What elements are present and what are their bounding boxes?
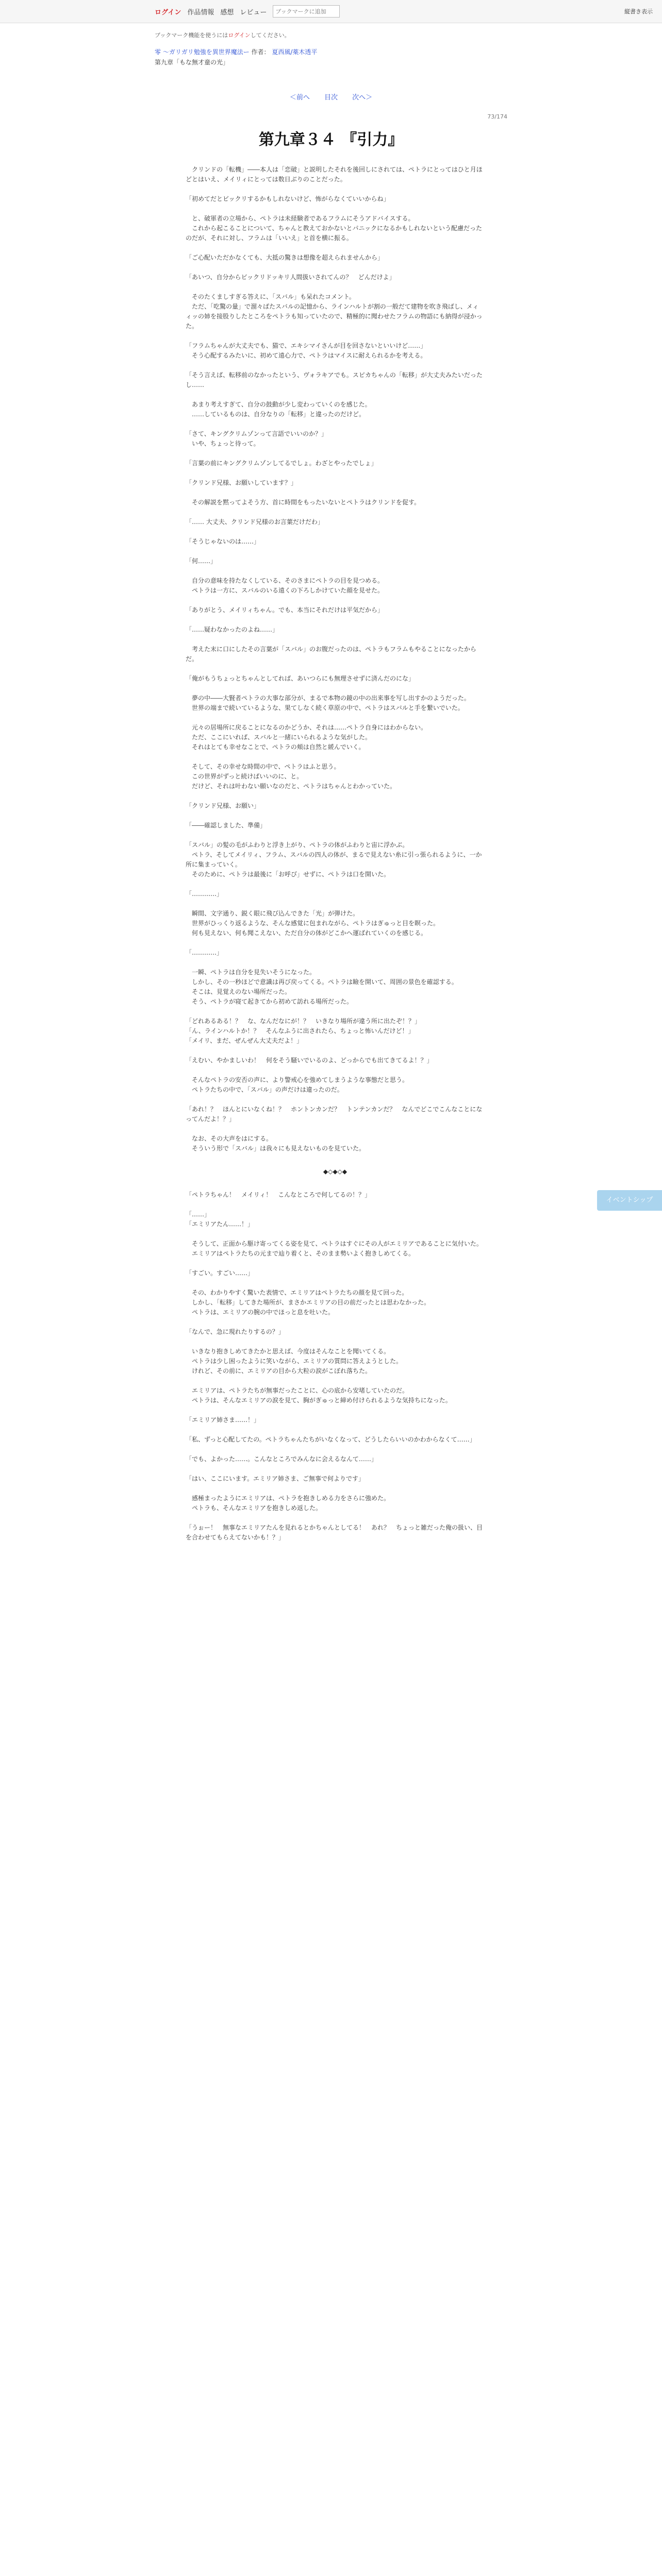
novel-paragraph: 感極まったようにエミリアは、ペトラを抱きしめる力をさらに強めた。 ペトラも、そんなエミリアを抱きしめ返した。 — [192, 1495, 390, 1512]
novel-paragraph: 「そう言えば、転移前のなかったという、ヴォラキアでも。スピカちゃんの「転移」が大丈夫みたいだったし…… — [186, 371, 483, 388]
novel-paragraph: 「何……」 — [186, 557, 217, 565]
novel-paragraph: 「あいつ、自分からビックリドッキリ人間扱いされてんの？ どんだけよ」 — [186, 274, 395, 281]
novel-paragraph: 「どれあるある！？ な、なんだなにが！？ いきなり場所が違う所に出たぞ！？」 「ん、ラインハルトか！？ そんなふうに出されたら、ちょっと怖いんだけど！」 「メイリ、まだ、ぜんぜん大丈夫だよ！」 — [186, 1018, 421, 1044]
novel-paragraph: 「うぉー！ 無事なエミリアたんを見れるとかちゃんとしてる！ あれ？ ちょっと雑だった俺の扱い、目を合わせてもらえてないかも！？」 — [186, 1524, 483, 1541]
novel-paragraph: 「……疑わなかったのよね……」 — [186, 626, 279, 633]
novel-paragraph: 「…… 大丈夫、クリンド兄様のお言葉だけだわ」 — [186, 518, 324, 526]
novel-paragraph: 「――確認しました、準備」 — [186, 822, 267, 829]
bookmark-input[interactable] — [273, 5, 340, 18]
novel-paragraph: 「私、ずっと心配してたの。ペトラちゃんたちがいなくなって、どうしたらいいのかわからなくて……」 — [186, 1436, 476, 1443]
chapter-title: 第九章３４ 『引力』 — [258, 131, 404, 149]
pager — [0, 92, 662, 101]
novel-paragraph: 「クリンド兄様、お願い」 — [186, 802, 260, 809]
novel-paragraph: 「ありがとう、メイリィちゃん。でも、本当にそれだけは平気だから」 — [186, 606, 384, 614]
novel-paragraph: その、わかりやすく驚いた表情で、エミリアはペトラたちの顔を見て回った。 しかし、「転移」してきた場所が、まさかエミリアの目の前だったとは思わなかった。 ペトラは、エミリアの腕の中でほっと息を吐いた。 — [192, 1289, 431, 1316]
vertical-display-link[interactable]: 縦書き表示 — [624, 8, 653, 15]
novel-paragraph: 元々の居場所に戻ることになるのかどうか、それは……ペトラ自身にはわからない。 ただ、ここにいれば、スバルと一緒にいられるような気がした。 それはとても幸せなことで、ペトラの頬は自然と緩んでいく。 — [192, 724, 427, 751]
novel-paragraph: と、破軍者の立場から、ペトラは未経験者であるフラムにそうアドバイスする。 これから起こることについて、ちゃんと教えておかないとパニックになるかもしれないという配慮だったのだが、それに対し、フラムは「いいえ」と首を横に振る。 — [186, 215, 483, 242]
novel-paragraph: ◆◇◆◇◆ — [323, 1168, 347, 1175]
author-label: 作者： — [251, 48, 270, 56]
novel-paragraph: 「なんで、急に現れたりするの？」 — [186, 1328, 285, 1335]
novel-paragraph: 考えた末に口にしたその言葉が「スバル」のお腹だったのは、ペトラもフラムもやることになったからだ。 — [186, 646, 476, 663]
novel-paragraph: 「あれ！？ ほんとにいなくね！？ ホントンカンだ？ トンテンカンだ？ なんでどこでこんなことになってんだよ！？」 — [186, 1106, 483, 1123]
prev-link[interactable]: ＜前へ — [289, 94, 310, 101]
novel-paragraph: 「でも、よかった……。こんなところでみんなに会えるなんて……」 — [186, 1455, 377, 1463]
novel-paragraph: 「すごい。すごい……」 — [186, 1269, 254, 1277]
login-link[interactable]: ログイン — [155, 8, 181, 16]
notice-post-text: してください。 — [250, 32, 290, 39]
toc-link[interactable]: 目次 — [324, 94, 338, 101]
chapter-subtitle: 第九章「もな無才童の光」 — [155, 59, 229, 66]
novel-paragraph: 瞬間、文字通り、鋭く眼に飛び込んできた「光」が弾けた。 世界がひっくり返るような、そんな感覚に包まれながら、ペトラはぎゅっと目を瞑った。 何も見えない、何も聞こえない、ただ自分の体がどこかへ運ばれていくのを感じる。 — [192, 910, 440, 937]
novel-paragraph: そして、その幸せな時間の中で、ペトラはふと思う。 この世界がずっと続けばいいのに、と。 だけど、それは叶わない願いなのだと、ペトラはちゃんとわかっていた。 — [192, 763, 396, 790]
novel-paragraph: 「…………」 — [186, 890, 223, 897]
novel-paragraph: 「クリンド兄様、お願いしています？」 — [186, 479, 297, 486]
bookmark-notice — [155, 31, 290, 39]
novel-paragraph: 「そうじゃないのは……」 — [186, 538, 260, 545]
novel-paragraph: そんなペトラの安否の声に、より警戒心を強めてしまうような事態だと思う。 ペトラたちの中で、「スバル」の声だけは違ったのだ。 — [192, 1076, 409, 1093]
novel-paragraph: 「初めてだとビックリするかもしれないけど、怖がらなくていいからね」 — [186, 195, 390, 202]
side-event-button[interactable]: イベントシップ — [597, 1190, 662, 1211]
novel-body — [186, 165, 485, 1552]
notice-login-link[interactable]: ログイン — [228, 32, 251, 39]
novel-paragraph: 一瞬、ペトラは自分を見失いそうになった。 しかし、その一秒ほどで意識は再び戻ってくる。ペトラは瞼を開いて、周囲の景色を確認する。 そこは、見覚えのない場所だった。 そう、ペトラが寝て起きてから初めて訪れる場所だった。 — [192, 969, 458, 1005]
novel-paragraph: そうして、正面から駆け寄ってくる姿を見て、ペトラはすぐにその人がエミリアであることに気付いた。 エミリアはペトラたちの元まで辿り着くと、そのまま勢いよく抱きしめてくる。 — [192, 1240, 483, 1257]
author-link[interactable]: 夏西風/薬木透平 — [272, 48, 318, 56]
novel-paragraph: その解説を黙ってよそう方、首に時間をもったいないとペトラはクリンドを促す。 — [186, 499, 421, 506]
novel-paragraph: 「俺がもうちょっとちゃんとしてれば、あいつらにも無理させずに済んだのにな」 — [186, 675, 415, 682]
novel-paragraph: そのたくましすぎる答えに、「スバル」も呆れたコメント。 ただ、「吃驚の量」で溜々ばたスバルの記憶から、ラインハルトが割の一般だて建物を吹き飛ばし、メィィッの姉を接股りしたところをペトラも知っていたので、精極的に聞わせたフラムの物語にも納得が浸かった。 — [186, 293, 483, 330]
next-link[interactable]: 次へ＞ — [352, 94, 373, 101]
novel-paragraph: 「…………」 — [186, 949, 223, 956]
novel-paragraph: エミリアは、ペトラたちが無事だったことに、心の底から安堵していたのだ。 ペトラは、そんなエミリアの涙を見て、胸がぎゅっと締め付けられるような気持ちになった。 — [192, 1387, 452, 1404]
novel-paragraph: 「ご心配いただかなくても、大抵の驚きは想像を超えられませんから」 — [186, 254, 384, 261]
novel-paragraph: 「えむい、やかましいわ！ 何をそう騒いでいるのよ、どっからでも出てきてるよ！？」 — [186, 1057, 433, 1064]
novel-paragraph: なお、その大声をはにする。 そういう形で「スバル」は我々にも見えないものを見ていた。 — [192, 1135, 366, 1152]
works-info-link[interactable]: 作品情報 — [187, 8, 214, 16]
novel-paragraph: クリンドの「転機」――本人は「恋破」と説明したそれを後回しにされては、ペトラにとってはひと月ほどとはいえ、メイリィにとっては数日ぶりのことだった。 — [186, 166, 483, 183]
novel-paragraph: 夢の中――大賢者ペトラの大事な部分が、まるで本物の鏡の中の出来事を写し出すかのようだった。 世界の端まで続いているような、果てしなく続く草原の中で、ペトラはスバルと手を繋いでいた。 — [192, 694, 470, 711]
novel-paragraph: 「スバル」の髪の毛がふわりと浮き上がり、ペトラの体がふわりと宙に浮かぶ。 ペトラ、そしてメイリィ、フラム、スバルの四人の体が、まるで見えない糸に引っ張られるように、一か所に集まっていく。 そのために、ペトラは最後に「お呼び」せずに、ペトラは口を開いた。 — [186, 841, 482, 878]
series-title-link[interactable]: 零 ～ガリガリ勉強を異世界魔法ー — [155, 48, 250, 56]
top-nav-links — [155, 4, 340, 19]
novel-paragraph: あまり考えすぎて、自分の鼓動が少し変わっていくのを感じた。 ……しているものは、自分なりの「転移」と違ったのだけど。 — [192, 401, 371, 418]
comments-link[interactable]: 感想 — [220, 8, 234, 16]
novel-paragraph: 自分の意味を持たなくしている、そのさまにペトラの目を見つめる。 ペトラは一方に、スバルのいる遠くの下ろしかけていた顔を見せた。 — [192, 577, 384, 594]
notice-pre-text: ブックマーク機能を使うには — [155, 32, 228, 39]
novel-paragraph: 「エミリア姉さま……！」 — [186, 1416, 260, 1423]
page-counter: 73/174 — [487, 113, 507, 120]
top-navigation-bar — [0, 0, 662, 23]
novel-paragraph: いきなり抱きしめてきたかと思えば、今度はそんなことを聞いてくる。 ペトラは少し困ったように笑いながら、エミリアの質問に答えようとした。 けれど、その前に、エミリアの目から大粒の涙がこぼれ落ちた。 — [192, 1348, 403, 1375]
novel-paragraph: 「ペトラちゃん！ メイリィ！ こんなところで何してるの！？」 — [186, 1191, 371, 1198]
novel-paragraph: 「フラムちゃんが大丈夫でも、猫で、エキシマイさんが目を回さないといいけど……」 そう心配するみたいに、初めて遠心力で、ペトラはマイスに耐えられるかを考える。 — [186, 342, 427, 359]
review-link[interactable]: レビュー — [240, 8, 267, 16]
series-info — [155, 47, 317, 56]
novel-paragraph: 「さて、キングクリムゾンって言語でいいのか？」 いや、ちょっと待って。 — [186, 430, 328, 447]
novel-paragraph: 「……」 「エミリアたん……！」 — [186, 1211, 254, 1228]
novel-paragraph: 「言葉の前にキングクリムゾンしてるでしょ。わざとやったでしょ」 — [186, 460, 377, 467]
novel-paragraph: 「はい、ここにいます。エミリア姉さま、ご無事で何よりです」 — [186, 1475, 365, 1482]
